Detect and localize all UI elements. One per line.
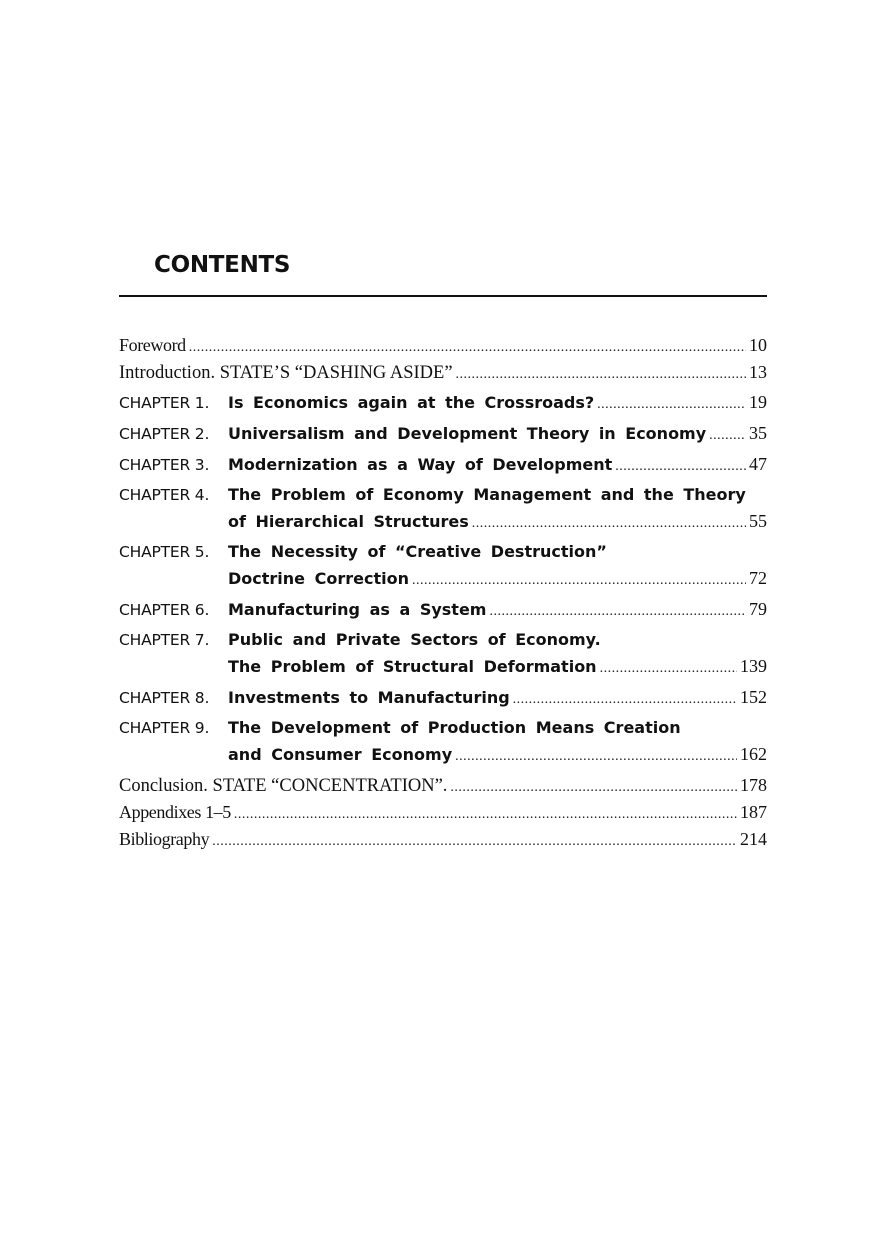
dot-leader xyxy=(455,749,737,765)
dot-leader xyxy=(597,397,746,413)
page-number: 152 xyxy=(740,687,767,707)
chapter-number: CHAPTER 4. xyxy=(119,486,210,504)
chapter-number: CHAPTER 8. xyxy=(119,689,210,707)
title-underline xyxy=(119,295,767,297)
chapter-title-line-1: The Development of Production Means Creation xyxy=(228,718,681,737)
chapter-number: CHAPTER 6. xyxy=(119,601,210,619)
page-number: 10 xyxy=(749,335,767,355)
page-number: 79 xyxy=(749,599,767,619)
entry-label: Introduction. STATE’S “DASHING ASIDE” xyxy=(119,363,453,383)
page-number: 162 xyxy=(740,744,767,764)
toc-entry-appendixes[interactable] xyxy=(119,802,767,829)
page-number: 35 xyxy=(749,423,767,443)
chapter-number: CHAPTER 2. xyxy=(119,425,210,443)
entry-label: Bibliography xyxy=(119,829,210,849)
toc-entry-chapter-9[interactable] xyxy=(119,715,767,772)
chapter-number: CHAPTER 1. xyxy=(119,394,210,412)
toc-entry-chapter-3[interactable] xyxy=(119,451,767,482)
toc-entry-chapter-7[interactable] xyxy=(119,627,767,684)
page-number: 214 xyxy=(740,829,767,849)
dot-leader xyxy=(600,661,737,677)
page-title: CONTENTS xyxy=(154,252,291,278)
chapter-title-line-2: and Consumer Economy xyxy=(228,745,453,764)
chapter-title-line-1: The Problem of Economy Management and the Theory xyxy=(228,485,746,504)
dot-leader xyxy=(412,573,746,589)
chapter-title-line-1: The Necessity of “Creative Destruction” xyxy=(228,542,607,561)
chapter-title: Is Economics again at the Crossroads? xyxy=(228,393,595,412)
page-number: 55 xyxy=(749,511,767,531)
chapter-title-line-2: The Problem of Structural Deformation xyxy=(228,657,597,676)
dot-leader xyxy=(615,459,746,475)
toc-entry-chapter-8[interactable] xyxy=(119,684,767,715)
dot-leader xyxy=(709,428,746,444)
page-number: 139 xyxy=(740,656,767,676)
dot-leader xyxy=(189,340,746,356)
page-number: 187 xyxy=(740,802,767,822)
dot-leader xyxy=(489,604,746,620)
dot-leader xyxy=(234,807,737,823)
dot-leader xyxy=(472,516,746,532)
toc-entry-introduction[interactable] xyxy=(119,362,767,389)
page-number: 47 xyxy=(749,454,767,474)
entry-label: Appendixes 1–5 xyxy=(119,802,231,822)
chapter-number: CHAPTER 3. xyxy=(119,456,210,474)
chapter-title-line-2: of Hierarchical Structures xyxy=(228,512,469,531)
dot-leader xyxy=(450,780,737,796)
toc-entry-chapter-5[interactable] xyxy=(119,539,767,596)
chapter-title: Manufacturing as a System xyxy=(228,600,487,619)
dot-leader xyxy=(212,834,737,850)
toc-entry-chapter-6[interactable] xyxy=(119,596,767,627)
table-of-contents xyxy=(119,335,767,856)
chapter-number: CHAPTER 7. xyxy=(119,631,210,649)
chapter-number: CHAPTER 9. xyxy=(119,719,210,737)
toc-entry-bibliography[interactable] xyxy=(119,829,767,856)
chapter-number: CHAPTER 5. xyxy=(119,543,210,561)
toc-entry-conclusion[interactable] xyxy=(119,775,767,802)
dot-leader xyxy=(456,367,746,383)
entry-label: Foreword xyxy=(119,335,186,355)
page-number: 72 xyxy=(749,568,767,588)
chapter-title-line-1: Public and Private Sectors of Economy. xyxy=(228,630,601,649)
chapter-title: Universalism and Development Theory in Economy xyxy=(228,424,707,443)
toc-entry-chapter-2[interactable] xyxy=(119,420,767,451)
toc-entry-chapter-1[interactable] xyxy=(119,389,767,420)
page-number: 19 xyxy=(749,392,767,412)
toc-entry-chapter-4[interactable] xyxy=(119,482,767,539)
page-number: 178 xyxy=(740,775,767,795)
entry-label: Conclusion. STATE “CONCENTRATION”. xyxy=(119,776,448,796)
chapter-title: Modernization as a Way of Development xyxy=(228,455,613,474)
dot-leader xyxy=(513,692,737,708)
page-number: 13 xyxy=(749,362,767,382)
toc-entry-foreword[interactable] xyxy=(119,335,767,362)
chapter-title-line-2: Doctrine Correction xyxy=(228,569,409,588)
chapter-title: Investments to Manufacturing xyxy=(228,688,510,707)
